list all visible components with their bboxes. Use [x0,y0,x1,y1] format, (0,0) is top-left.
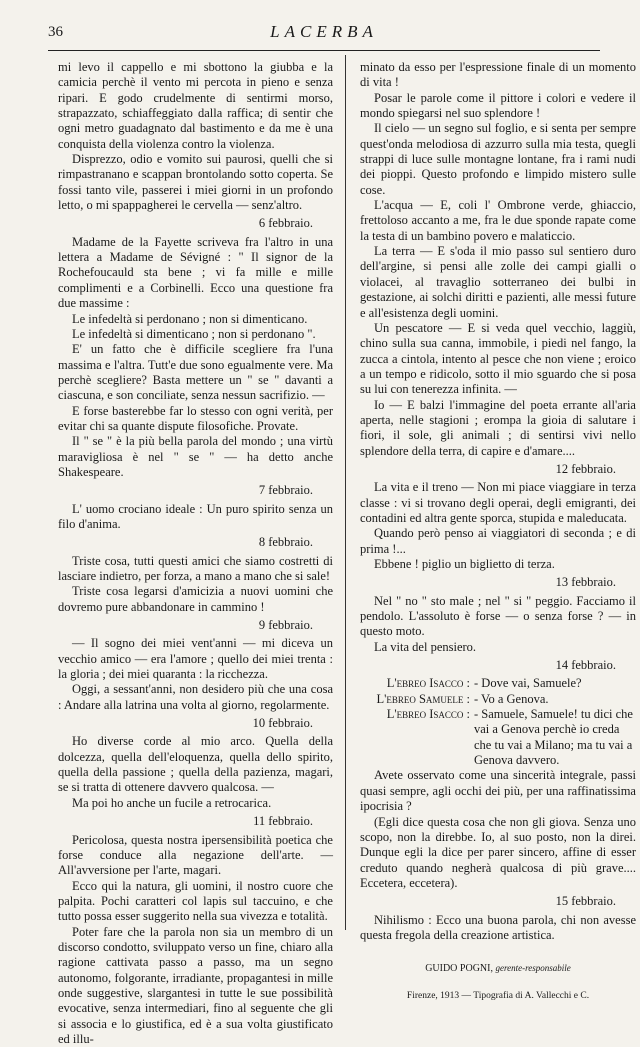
paragraph: E forse basterebbe far lo stesso con ogni verità, per evitar chi sa quante dispute filosofiche. Provate. [58,403,333,433]
paragraph: minato da esso per l'espressione finale di un momento di vita ! [360,60,636,90]
paragraph: Pericolosa, questa nostra ipersensibilità poetica che forse conduce alla negazione dell'arte. — All'avversione per l'arte, magari. [58,832,333,878]
paragraph: Il cielo — un segno sul foglio, e si senta per sempre quest'onda melodiosa di azzurro sulla mia testa, quegli strappi di luce sulle montagne lontane, fra i rami nudi dei pioppi. Questo profondo e limpido mistero sulle cose. [360,121,636,197]
printer-imprint: Firenze, 1913 — Tipografia di A. Vallecchi e C. [406,990,590,1001]
page-number: 36 [48,24,63,40]
paragraph: Avete osservato come una sincerità integrale, passi quasi sempre, agli occhi dei più, per una raffinatissima ipocrisia ? [360,768,636,814]
paragraph: Nihilismo : Ecco una buona parola, chi non avesse questa fregola della creazione artistica. [360,912,636,942]
paragraph: Ebbene ! piglio un biglietto di terza. [374,557,555,571]
dialogue-text: - Samuele, Samuele! tu dici che vai a Genova perchè io creda che tu vai a Milano; ma tu vai a Genova davvero. [474,707,633,768]
paragraph: L' uomo crociano ideale : Un puro spirito senza un filo d'anima. [58,501,333,531]
paragraph: La terra — E s'oda il mio passo sul sentiero duro dell'argine, si pensi alle zolle dei campi gialli o violacei, al travaglio sotterraneo dei bulbi in gestazione, ai solchi diritti e pazienti, alle messi future e all'esistenza degli uomini. [360,244,636,320]
entry-date: 7 febbraio. [258,483,313,498]
dialogue-speaker: L'ebreo Isacco : [386,676,470,691]
paragraph: Ma poi ho anche un fucile a retrocarica. [72,795,272,810]
entry-date: 6 febbraio. [258,216,313,231]
entry-date: 13 febbraio. [555,575,616,590]
paragraph: La vita e il treno — Non mi piace viaggiare in terza classe : vi si trovano degli operai, degli emigranti, dei contadini ed altra gente sporca, stupida e maleducata. [360,480,636,525]
paragraph: Oggi, a sessant'anni, non desidero più che una cosa : Andare alla latrina una volta al giorno, regolarmente. [58,682,333,712]
column-divider [345,55,346,930]
entry-date: 12 febbraio. [555,461,616,476]
entry-date: 10 febbraio. [252,716,313,731]
paragraph: L'acqua — E, coli l' Ombrone verde, ghiaccio, frettoloso accanto a me, fra le due sponde rapate come la testa di un bambino povero e malaticcio. [360,198,636,243]
paragraph: Le infedeltà si dimenticano ; non si perdonano ". [72,326,316,341]
page-header [48,20,600,46]
paragraph: Posar le parole come il pittore i colori e vedere il mondo spiegarsi nel suo splendore ! [360,90,636,121]
header-rule [48,50,600,51]
paragraph: Triste cosa legarsi d'amicizia a nuovi uomini che dovremo pure abbandonare in cammino ! [58,584,333,614]
dialogue-line [360,676,636,691]
dialogue-text: - Vo a Genova. [474,691,549,706]
signature-role: gerente-responsabile [495,963,571,974]
entry-date: 8 febbraio. [258,535,313,550]
paragraph: Un pescatore — E si veda quel vecchio, laggiù, chino sulla sua canna, immobile, i piedi nel fango, la zucca a cintola, intento al pesce che non viene ; eroico a un tempo e ridicolo, sotto il mio sguardo che si posa su lui con tenerezza infinita. — [360,320,636,397]
paragraph: Disprezzo, odio e vomito sui paurosi, quelli che si rimpastranano e scappan brontolando sotto coperta. Se fossi tanto vile, passerei i miei giorni in un profondo letto, o mi spappagherei le cervella — senz'altro. [58,152,333,213]
dialogue-text: - Dove vai, Samuele? [474,676,582,691]
paragraph: Ho diverse corde al mio arco. Quella della dolcezza, quella dell'eloquenza, quella dello spirito, quella della passione ; quella della pazienza, magari, se si tratta di ottenere davvero qualcosa. — [58,734,333,795]
paragraph: La vita del pensiero. [374,639,477,654]
paragraph: Poter fare che la parola non sia un membro di un discorso condotto, sviluppato verso un fine, chiaro alla ragione cattivata passo a passo, ma un segno autonomo, folgorante, irradiante, propagantesi in mille onde suggestive, slargantesi in tutte le sue possibilità evocative, senza intermediari, fino al seguente che gli si associa e lo giustifica, ed è a sua volta giustificato ed illu- [58,924,333,1046]
dialogue-speaker: L'ebreo Samuele : [376,691,470,706]
left-column [58,60,333,1047]
dialogue-line [360,692,636,707]
journal-title: LACERBA [270,22,378,41]
signature [360,961,636,976]
paragraph: — Il sogno dei miei vent'anni — mi diceva un vecchio amico — era l'amore ; quello dei miei trenta : la gloria ; dei miei quaranta : la ricchezza. [58,636,333,682]
paragraph: (Egli dice questa cosa che non gli giova. Senza uno scopo, non la direbbe. Io, al suo posto, non la direi. Dunque egli la dice per parer sincero, affine di esser creduto quando negherà qualcosa di più grave.... Eccetera, eccetera). [360,814,636,890]
paragraph: Triste cosa, tutti questi amici che siamo costretti di lasciare indietro, per forza, a mano a mano che si sale! [58,553,333,583]
entry-date: 11 febbraio. [253,814,313,829]
paragraph: Quando però penso ai viaggiatori di seconda ; e di prima !... [360,526,636,556]
paragraph: Io — E balzi l'immagine del poeta errante all'aria aperta, nelle stagioni ; erompa la gioia di salutare i fiori, il sole, gli animali ; di sentirsi vivi nello splendore della terra, di capire e d'amare.... [360,397,636,458]
entry-date: 15 febbraio. [555,894,616,909]
right-column [360,60,636,1004]
paragraph: Nel " no " sto male ; nel " si " peggio. Facciamo il pendolo. L'assoluto è forse — o senza forse ? — in questo moto. [360,593,636,639]
paragraph: Le infedeltà si perdonano ; non si dimenticano. [72,311,308,326]
paragraph: Il " se " è la più bella parola del mondo ; una virtù maravigliosa è nel " se " — ha detto anche Shakespeare. [58,434,333,479]
entry-date: 14 febbraio. [555,658,616,673]
dialogue-line [360,707,636,768]
signature-name: GUIDO POGNI, [425,963,493,975]
paragraph: mi levo il cappello e mi sbottono la giubba e la camicia perchè il vento mi percota in pieno e senza ripari. E godo crudelmente di sentirmi morso, strapazzato, schiaffeggiato dalla raffica; di sentir che ogni metro guadagnato dal bastimento e da me è una conquista della violenza contro la violenza. [58,60,333,151]
dialogue-speaker: L'ebreo Isacco : [386,707,470,722]
entry-date: 9 febbraio. [258,618,313,633]
paragraph: Madame de la Fayette scriveva fra l'altro in una lettera a Madame de Sévigné : " Il signor de la Rochefoucauld sta bene ; vi fa mille e mille complimenti e a Corbinelli. Ecco una questione fra due massime : [58,234,333,311]
paragraph: Ecco qui la natura, gli uomini, il nostro cuore che palpita. Pochi caratteri col lapis sul taccuino, e che tutto possa esser suggerito nella sua vivezza e totalità. [58,878,333,924]
paragraph: E' un fatto che è difficile scegliere fra l'una massima e l'altra. Tutt'e due sono egualmente vere. Ma perchè scegliere? Basta mettere un " se " davanti a ciascuna, e son conciliate, senza nessun sacrifizio. — [58,342,333,403]
